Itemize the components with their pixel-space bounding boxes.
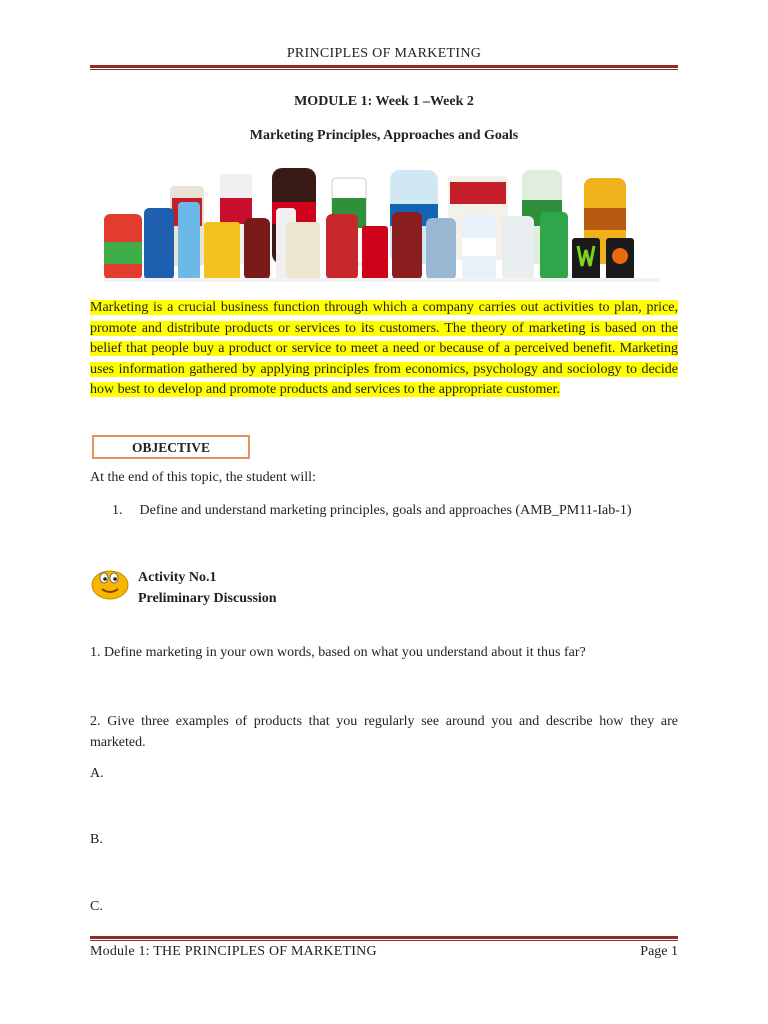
answer-label-a: A. xyxy=(90,766,104,781)
activity-subtitle: Preliminary Discussion xyxy=(138,591,277,606)
answer-label-c: C. xyxy=(90,899,103,914)
objective-heading: OBJECTIVE xyxy=(92,435,250,459)
footer-page-number: Page 1 xyxy=(640,944,678,959)
footer-module-title: Module 1: THE PRINCIPLES OF MARKETING xyxy=(90,944,377,959)
header-title: PRINCIPLES OF MARKETING xyxy=(286,46,482,61)
objective-item-text: Define and understand marketing principles, goals and approaches (AMB_PM11-Iab-1) xyxy=(139,503,632,518)
objective-item-number: 1. xyxy=(112,503,123,518)
module-title: MODULE 1: Week 1 –Week 2 xyxy=(294,94,474,109)
smiley-emoji-icon xyxy=(90,566,130,600)
intro-text: Marketing is a crucial business function through which a company carries out activities to plan, price, promote and distribute products or services to its customers. The theory of marketing is based on the belief that people buy a product or service to meet a need or because of a perceived benefit. Marketing uses information gathered by applying principles from economics, psychology and sociology to decide how best to develop and promote products and services to the appropriate customer. xyxy=(90,300,678,397)
header-rule xyxy=(90,65,678,70)
module-subtitle: Marketing Principles, Approaches and Goals xyxy=(249,128,519,143)
products-image xyxy=(100,168,666,284)
objective-lead: At the end of this topic, the student will: xyxy=(90,470,316,485)
question-1: 1. Define marketing in your own words, based on what you understand about it thus far? xyxy=(90,645,586,660)
footer-rule xyxy=(90,936,678,941)
objective-item xyxy=(112,503,632,519)
answer-label-b: B. xyxy=(90,832,103,847)
question-2: 2. Give three examples of products that you regularly see around you and describe how they are marketed. xyxy=(90,714,678,750)
activity-title: Activity No.1 xyxy=(138,570,217,585)
intro-paragraph xyxy=(90,298,678,401)
